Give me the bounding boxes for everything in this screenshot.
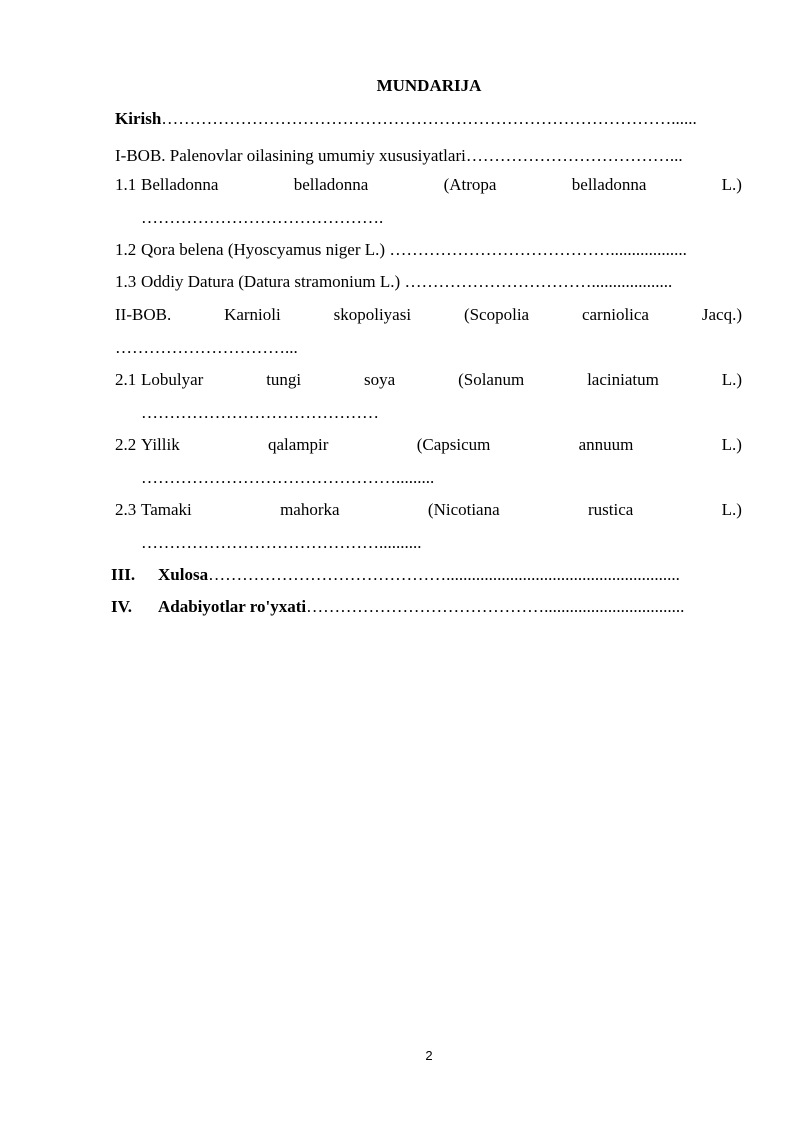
toc-number: 1.1 <box>115 175 137 194</box>
toc-entry-2-3[interactable] <box>115 499 742 521</box>
toc-entry-bob1[interactable] <box>115 145 742 167</box>
page-number: 2 <box>425 1048 433 1063</box>
toc-word: laciniatum <box>587 370 659 389</box>
toc-label: Xulosa <box>158 565 209 584</box>
toc-leader-2-1: …………………………………… <box>141 403 379 422</box>
toc-number: 2.1 <box>115 370 137 389</box>
toc-word: L.) <box>721 435 742 454</box>
toc-leader: ………………………………….................. <box>389 240 687 259</box>
toc-number: 1.2 <box>115 240 137 259</box>
toc-entry-adabiyotlar[interactable] <box>111 596 742 618</box>
toc-word: (Solanum <box>458 370 525 389</box>
toc-entry-kirish[interactable] <box>115 108 742 130</box>
toc-word: Jacq.) <box>701 305 742 324</box>
toc-leader-1-1: ……………………………………. <box>141 208 384 227</box>
toc-entry-1-2[interactable] <box>115 239 742 261</box>
toc-word: L.) <box>721 175 742 194</box>
toc-leader: ……………………………................... <box>404 272 673 291</box>
toc-number: 1.3 <box>115 272 137 291</box>
toc-word: mahorka <box>280 500 340 519</box>
toc-word: Lobulyar <box>141 370 204 389</box>
toc-label: I-BOB. Palenovlar oilasining umumiy xususiyatlari <box>115 146 466 165</box>
toc-label: Kirish <box>115 109 162 128</box>
toc-number: 2.2 <box>115 435 137 454</box>
toc-word: (Nicotiana <box>427 500 500 519</box>
toc-number: 2.3 <box>115 500 137 519</box>
toc-word: belladonna <box>293 175 369 194</box>
toc-word: (Capsicum <box>416 435 491 454</box>
toc-word: L.) <box>721 370 742 389</box>
toc-word: L.) <box>721 500 742 519</box>
toc-entry-1-3[interactable] <box>115 271 742 293</box>
toc-word: rustica <box>588 500 634 519</box>
toc-leader-2-2: ………………………………………......... <box>141 468 435 487</box>
toc-leader: ………………………………... <box>465 146 683 165</box>
toc-word: (Scopolia <box>463 305 530 324</box>
toc-entry-2-1[interactable] <box>115 369 742 391</box>
toc-label: Adabiyotlar ro'yxati <box>158 597 307 616</box>
toc-number: III. <box>111 565 136 584</box>
toc-word: II-BOB. <box>115 305 172 324</box>
toc-label: Oddiy Datura (Datura stramonium L.) <box>141 272 405 291</box>
toc-word: soya <box>364 370 396 389</box>
toc-word: Belladonna <box>141 175 219 194</box>
toc-leader-bob2: …………………………... <box>115 338 298 357</box>
page-title: MUNDARIJA <box>376 76 482 95</box>
toc-word: skopoliyasi <box>333 305 412 324</box>
toc-number: IV. <box>111 597 132 616</box>
toc-entry-2-2[interactable] <box>115 434 742 456</box>
toc-leader: ……………………………………....................................................... <box>208 565 680 584</box>
toc-word: annuum <box>578 435 634 454</box>
toc-entry-xulosa[interactable] <box>111 564 742 586</box>
toc-label: Qora belena (Hyoscyamus niger L.) <box>141 240 390 259</box>
toc-word: tungi <box>266 370 302 389</box>
toc-word: Karnioli <box>224 305 281 324</box>
toc-word: qalampir <box>268 435 329 454</box>
toc-word: belladonna <box>571 175 647 194</box>
toc-leader: ………………………………………………………………………………...... <box>161 109 697 128</box>
toc-word: Tamaki <box>141 500 192 519</box>
toc-leader-2-3: …………………………………….......... <box>141 533 422 552</box>
toc-word: (Atropa <box>443 175 497 194</box>
toc-entry-1-1[interactable] <box>115 174 742 196</box>
toc-leader: ……………………………………................................. <box>306 597 685 616</box>
toc-entry-bob2[interactable] <box>115 304 742 326</box>
toc-word: carniolica <box>581 305 649 324</box>
toc-word: Yillik <box>141 435 180 454</box>
